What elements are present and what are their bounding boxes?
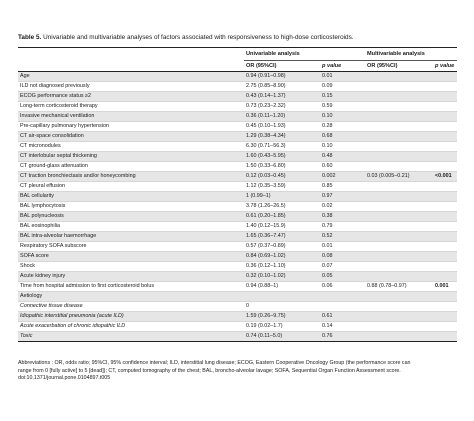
row-label: Time from hospital admission to first corticosteroid bolus — [18, 282, 244, 292]
or-multi-cell — [365, 102, 433, 112]
row-label: Connective tissue disease — [18, 302, 244, 312]
p-uni-cell: 0.59 — [320, 102, 365, 112]
or-multi-cell — [365, 72, 433, 82]
or-uni-cell: 0.61 (0.20–1.85) — [244, 212, 320, 222]
row-label: BAL cellularity — [18, 192, 244, 202]
or-uni-cell: 0.32 (0.10–1.02) — [244, 272, 320, 282]
or-uni-cell: 0.19 (0.02–1.7) — [244, 322, 320, 332]
p-multi-cell — [433, 262, 457, 272]
doi-line: doi:10.1371/journal.pone.0104897.t005 — [18, 375, 111, 382]
or-multi-cell — [365, 202, 433, 212]
or-multi-cell: 0.03 (0.005–0.21) — [365, 172, 433, 182]
p-uni-cell: 0.48 — [320, 152, 365, 162]
footnote-line: Abbreviations : OR, odds ratio; 95%CI, 95% confidence interval; ILD, interstitial lung disease; ECOG, Eastern Cooperative Oncology Group (the performance score can — [18, 360, 411, 366]
p-uni-cell: 0.06 — [320, 282, 365, 292]
p-uni-cell: 0.02 — [320, 202, 365, 212]
or-uni-cell: 1.29 (0.38–4.34) — [244, 132, 320, 142]
row-label: BAL polynucleosis — [18, 212, 244, 222]
or-multi-cell: 0.88 (0.78–0.97) — [365, 282, 433, 292]
or-multi-cell — [365, 272, 433, 282]
or-multi-cell — [365, 192, 433, 202]
or-uni-cell: 0.12 (0.03–0.45) — [244, 172, 320, 182]
or-uni-cell: 6.30 (0.71–56.3) — [244, 142, 320, 152]
p-multi-cell — [433, 92, 457, 102]
row-label: CT ground-glass attenuation — [18, 162, 244, 172]
table-row — [18, 232, 457, 242]
table-row — [18, 212, 457, 222]
table-row — [18, 172, 457, 182]
row-label: Invasive mechanical ventilation — [18, 112, 244, 122]
or-multi-cell — [365, 262, 433, 272]
or-multi-cell — [365, 322, 433, 332]
or-multi-cell — [365, 212, 433, 222]
p-multi-cell — [433, 192, 457, 202]
or-uni-cell: 1.59 (0.26–9.75) — [244, 312, 320, 322]
or-uni-cell: 0.36 (0.11–1.20) — [244, 112, 320, 122]
p-uni-cell: 0.15 — [320, 92, 365, 102]
p-uni-cell: 0.85 — [320, 182, 365, 192]
table-footnote — [18, 360, 458, 383]
row-label: CT air-space consolidation — [18, 132, 244, 142]
results-table — [18, 48, 457, 342]
p-uni-cell: 0.76 — [320, 332, 365, 342]
p-multi-cell: 0.001 — [433, 282, 457, 292]
p-multi-cell — [433, 222, 457, 232]
or-multi-cell — [365, 222, 433, 232]
table-row — [18, 332, 457, 342]
table-row — [18, 262, 457, 272]
or-uni-cell: 1.50 (0.33–6.80) — [244, 162, 320, 172]
p-uni-cell: 0.38 — [320, 212, 365, 222]
or-multi-header: OR (95%CI) — [365, 61, 433, 72]
p-uni-cell: 0.01 — [320, 72, 365, 82]
or-multi-cell — [365, 132, 433, 142]
row-label: Shock — [18, 262, 244, 272]
or-uni-cell: 1.40 (0.12–15.9) — [244, 222, 320, 232]
p-multi-cell — [433, 152, 457, 162]
or-uni-cell: 0.84 (0.69–1.02) — [244, 252, 320, 262]
row-label: BAL intra-alveolar haemorrhage — [18, 232, 244, 242]
p-multi-cell: <0.001 — [433, 172, 457, 182]
p-multi-cell — [433, 212, 457, 222]
row-label: ILD not diagnosed previously — [18, 82, 244, 92]
row-label: Pre-capillary pulmonary hypertension — [18, 122, 244, 132]
p-uni-cell: 0.05 — [320, 272, 365, 282]
or-multi-cell — [365, 92, 433, 102]
or-uni-cell: 3.78 (1.26–26.5) — [244, 202, 320, 212]
caption-text: Univariable and multivariable analyses of factors associated with responsiveness to high-dose corticosteroids. — [43, 34, 354, 41]
p-multi-cell — [433, 332, 457, 342]
row-label: Toxic — [18, 332, 244, 342]
row-label: Age — [18, 72, 244, 82]
or-uni-cell — [244, 292, 320, 302]
p-uni-cell: 0.14 — [320, 322, 365, 332]
p-multi-header: p value — [433, 61, 457, 72]
row-label: BAL eosinophilia — [18, 222, 244, 232]
p-uni-cell: 0.60 — [320, 162, 365, 172]
row-label: BAL lymphocytosis — [18, 202, 244, 212]
p-multi-cell — [433, 142, 457, 152]
row-label: CT micronodules — [18, 142, 244, 152]
p-multi-cell — [433, 182, 457, 192]
p-uni-cell: 0.01 — [320, 242, 365, 252]
or-uni-cell: 0.94 (0.91–0.98) — [244, 72, 320, 82]
or-uni-cell: 0.94 (0.88–1) — [244, 282, 320, 292]
table-row — [18, 122, 457, 132]
or-uni-cell: 1.12 (0.35–3.59) — [244, 182, 320, 192]
p-multi-cell — [433, 232, 457, 242]
or-multi-cell — [365, 112, 433, 122]
row-label: Aetiology — [18, 292, 244, 302]
table-row — [18, 192, 457, 202]
or-uni-cell: 0.74 (0.11–5.0) — [244, 332, 320, 342]
table-row — [18, 162, 457, 172]
table-row — [18, 202, 457, 212]
row-label: ECOG performance status ≥2 — [18, 92, 244, 102]
p-uni-cell: 0.28 — [320, 122, 365, 132]
row-label: Idiopathic interstitial pneumonia (acute ILD) — [18, 312, 244, 322]
p-uni-cell — [320, 292, 365, 302]
group-header-row — [18, 48, 457, 61]
p-multi-cell — [433, 112, 457, 122]
table-row — [18, 222, 457, 232]
p-multi-cell — [433, 82, 457, 92]
table-body — [18, 72, 457, 342]
table-row — [18, 302, 457, 312]
table-row — [18, 272, 457, 282]
or-multi-cell — [365, 292, 433, 302]
table-row — [18, 92, 457, 102]
row-label: Long-term corticosteroid therapy — [18, 102, 244, 112]
or-multi-cell — [365, 152, 433, 162]
or-multi-cell — [365, 142, 433, 152]
p-uni-cell: 0.68 — [320, 132, 365, 142]
row-label: SOFA score — [18, 252, 244, 262]
table-row — [18, 282, 457, 292]
or-uni-cell: 1 (0.99–1) — [244, 192, 320, 202]
or-uni-cell: 1.65 (0.36–7.47) — [244, 232, 320, 242]
caption-label: Table 5. — [18, 34, 42, 41]
p-multi-cell — [433, 72, 457, 82]
p-uni-cell: 0.002 — [320, 172, 365, 182]
p-multi-cell — [433, 312, 457, 322]
table-row — [18, 142, 457, 152]
p-uni-cell: 0.10 — [320, 112, 365, 122]
univariable-header: Univariable analysis — [244, 48, 365, 61]
or-multi-cell — [365, 182, 433, 192]
or-uni-cell: 0.73 (0.23–2.32) — [244, 102, 320, 112]
p-uni-header: p value — [320, 61, 365, 72]
or-uni-header: OR (95%CI) — [244, 61, 320, 72]
or-uni-cell: 0.43 (0.14–1.37) — [244, 92, 320, 102]
p-uni-cell: 0.07 — [320, 262, 365, 272]
p-uni-cell: 0.10 — [320, 142, 365, 152]
or-multi-cell — [365, 82, 433, 92]
or-uni-cell: 0.45 (0.10–1.93) — [244, 122, 320, 132]
footnote-line: range from 0 [fully active] to 5 [dead]); CT, computed tomography of the chest; BAL, broncho-alveolar lavage; SOFA, Sequential Organ Function Assessment score. — [18, 367, 401, 374]
table-row — [18, 152, 457, 162]
or-uni-cell: 0.57 (0.37–0.89) — [244, 242, 320, 252]
p-multi-cell — [433, 242, 457, 252]
or-multi-cell — [365, 232, 433, 242]
or-multi-cell — [365, 122, 433, 132]
or-multi-cell — [365, 162, 433, 172]
or-multi-cell — [365, 312, 433, 322]
or-uni-cell: 2.75 (0.85–8.90) — [244, 82, 320, 92]
table-row — [18, 252, 457, 262]
p-multi-cell — [433, 202, 457, 212]
table-row — [18, 112, 457, 122]
table-row — [18, 82, 457, 92]
table-row — [18, 292, 457, 302]
p-uni-cell: 0.61 — [320, 312, 365, 322]
multivariable-header: Multivariable analysis — [365, 48, 457, 61]
row-label: CT interlobular septal thickening — [18, 152, 244, 162]
or-uni-cell: 1.60 (0.43–5.95) — [244, 152, 320, 162]
or-multi-cell — [365, 242, 433, 252]
or-multi-cell — [365, 332, 433, 342]
or-multi-cell — [365, 252, 433, 262]
p-multi-cell — [433, 302, 457, 312]
row-label: Acute kidney injury — [18, 272, 244, 282]
or-multi-cell — [365, 302, 433, 312]
p-uni-cell: 0.09 — [320, 82, 365, 92]
row-label: CT pleural effusion — [18, 182, 244, 192]
row-label: CT traction bronchiectasis and/or honeycombing — [18, 172, 244, 182]
or-uni-cell: 0.36 (0.12–1.10) — [244, 262, 320, 272]
row-label: Respiratory SOFA subscore — [18, 242, 244, 252]
p-multi-cell — [433, 322, 457, 332]
table-row — [18, 182, 457, 192]
p-uni-cell: 0.97 — [320, 192, 365, 202]
p-uni-cell: 0.08 — [320, 252, 365, 262]
p-multi-cell — [433, 272, 457, 282]
column-header-row — [18, 61, 457, 72]
table-caption — [18, 34, 458, 42]
table-row — [18, 322, 457, 332]
p-uni-cell: 0.79 — [320, 222, 365, 232]
table-row — [18, 312, 457, 322]
p-multi-cell — [433, 122, 457, 132]
p-multi-cell — [433, 132, 457, 142]
table-container — [18, 47, 457, 342]
p-multi-cell — [433, 102, 457, 112]
p-multi-cell — [433, 292, 457, 302]
p-multi-cell — [433, 252, 457, 262]
p-uni-cell — [320, 302, 365, 312]
table-row — [18, 132, 457, 142]
p-uni-cell: 0.52 — [320, 232, 365, 242]
table-row — [18, 242, 457, 252]
row-label: Acute exacerbation of chronic idiopathic ILD — [18, 322, 244, 332]
or-uni-cell: 0 — [244, 302, 320, 312]
p-multi-cell — [433, 162, 457, 172]
table-row — [18, 72, 457, 82]
table-row — [18, 102, 457, 112]
